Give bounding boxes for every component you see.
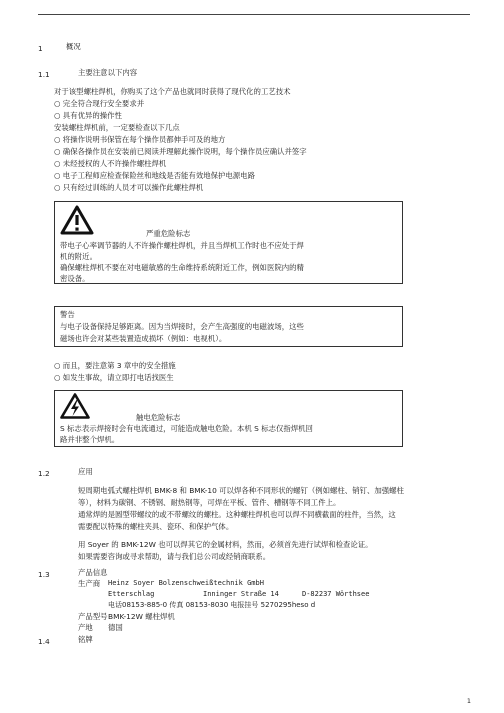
section-number: 1 (38, 44, 43, 53)
manufacturer-street: Inninger Straße 14 (203, 590, 279, 598)
info-label: 产地 (78, 623, 93, 632)
section-number: 1.4 (38, 637, 50, 646)
section-number: 1.1 (38, 70, 50, 79)
paragraph-line: 需要配以特殊的螺柱夹具、瓷环、和保护气体。 (78, 522, 234, 531)
paragraph-line: 如果需要咨询或寻求帮助，请与我们总公司或经销商联系。 (78, 552, 271, 561)
danger-notice-box (54, 201, 403, 284)
bullet-item: ○ 具有优异的操作性 (54, 111, 122, 120)
high-voltage-icon (60, 393, 90, 419)
notice-text: 与电子设备保持足够距离。因为当焊接时，会产生高强度的电磁波场，这些 (60, 322, 304, 331)
manufacturer-locality: Etterschlag (108, 590, 155, 598)
paragraph-line: 等），材料为碳钢、不锈钢、耐热钢等，可焊在平板、管件、槽钢等不同工件上。 (78, 498, 341, 507)
notice-text: 带电子心率调节器的人不许操作螺柱焊机，并且当焊机工作时也不应处于焊 (60, 241, 304, 250)
warning-notice-box (54, 306, 403, 347)
bullet-item: ○ 未经授权的人不许操作螺柱焊机 (54, 159, 167, 168)
notice-text: 密设备。 (60, 274, 90, 283)
section-title: 铭牌 (78, 635, 93, 644)
notice-title: 触电危险标志 (136, 413, 181, 422)
paragraph-line: 对于该型螺柱焊机，你购买了这个产品也就同时获得了现代化的工艺技术 (54, 87, 291, 96)
section-title: 主要注意以下内容 (78, 68, 138, 77)
paragraph-line: 安装螺柱焊机前，一定要检查以下几点 (54, 123, 180, 132)
manufacturer-postcode: D-82237 Wörthsee (302, 590, 370, 598)
notice-text: S 标志表示焊接时会有电流通过，可能造成触电危险。本机 S 标志仅指焊机回 (60, 424, 313, 433)
bullet-item: ○ 完全符合现行安全要求并 (54, 99, 145, 108)
manufacturer-name: Heinz Soyer Bolzenschweißtechnik GmbH (108, 579, 264, 587)
bullet-item: ○ 而且，要注意第 3 章中的安全措施 (54, 361, 176, 370)
section-title: 应用 (78, 467, 93, 476)
notice-title: 警告 (60, 310, 75, 319)
electric-shock-notice-box (54, 390, 403, 447)
notice-text: 确保螺柱焊机不要在对电磁敏感的生命维持系统附近工作，例如医院内的精 (60, 263, 304, 272)
bullet-item: ○ 确保各操作员在安装前已阅读并理解此操作说明，每个操作员应确认并签字 (54, 147, 307, 156)
section-title: 产品信息 (78, 568, 108, 577)
notice-title: 严重危险标志 (146, 229, 191, 238)
paragraph-line: 用 Soyer 的 BMK-12W 也可以焊其它的金属材料，然而，必须首先进行试焊和检查论证。 (78, 540, 373, 549)
info-label: 生产商 (78, 579, 101, 588)
section-title: 概况 (66, 42, 81, 51)
paragraph-line: 通常焊的是圆型带螺纹的或不带螺纹的螺柱。这种螺柱焊机也可以焊不同横截面的柱件，当然，这 (78, 510, 396, 519)
product-model: BMK-12W 螺柱焊机 (108, 612, 175, 621)
section-number: 1.2 (38, 469, 50, 478)
warning-triangle-icon (60, 205, 94, 235)
bullet-item: ○ 将操作说明书保管在每个操作员都伸手可及的地方 (54, 135, 226, 144)
bullet-item: ○ 电子工程师应检查保险丝和地线是否能有效地保护电源电路 (54, 171, 255, 180)
product-origin: 德国 (108, 623, 123, 632)
notice-text: 机的附近。 (60, 252, 97, 261)
paragraph-line: 短周期电弧式螺柱焊机 BMK-8 和 BMK-10 可以焊各种不同形状的螺钉（例如螺柱、销钉、加强螺柱 (78, 486, 404, 495)
notice-text: 路并非整个焊机。 (60, 435, 120, 444)
info-label: 产品型号 (78, 612, 108, 621)
manufacturer-contact: 电话08153-885-0 传真 08153-8030 电报挂号 5270295heso d (108, 601, 316, 609)
notice-text: 磁场也许会对某些装置造成损坏（例如：电视机）。 (60, 334, 227, 343)
page-number: 1 (466, 697, 471, 705)
header-rule (38, 14, 470, 15)
bullet-item: ○ 只有经过训练的人员才可以操作此螺柱焊机 (54, 183, 204, 192)
bullet-item: ○ 如发生事故，请立即打电话找医生 (54, 373, 174, 382)
section-number: 1.3 (38, 570, 50, 579)
